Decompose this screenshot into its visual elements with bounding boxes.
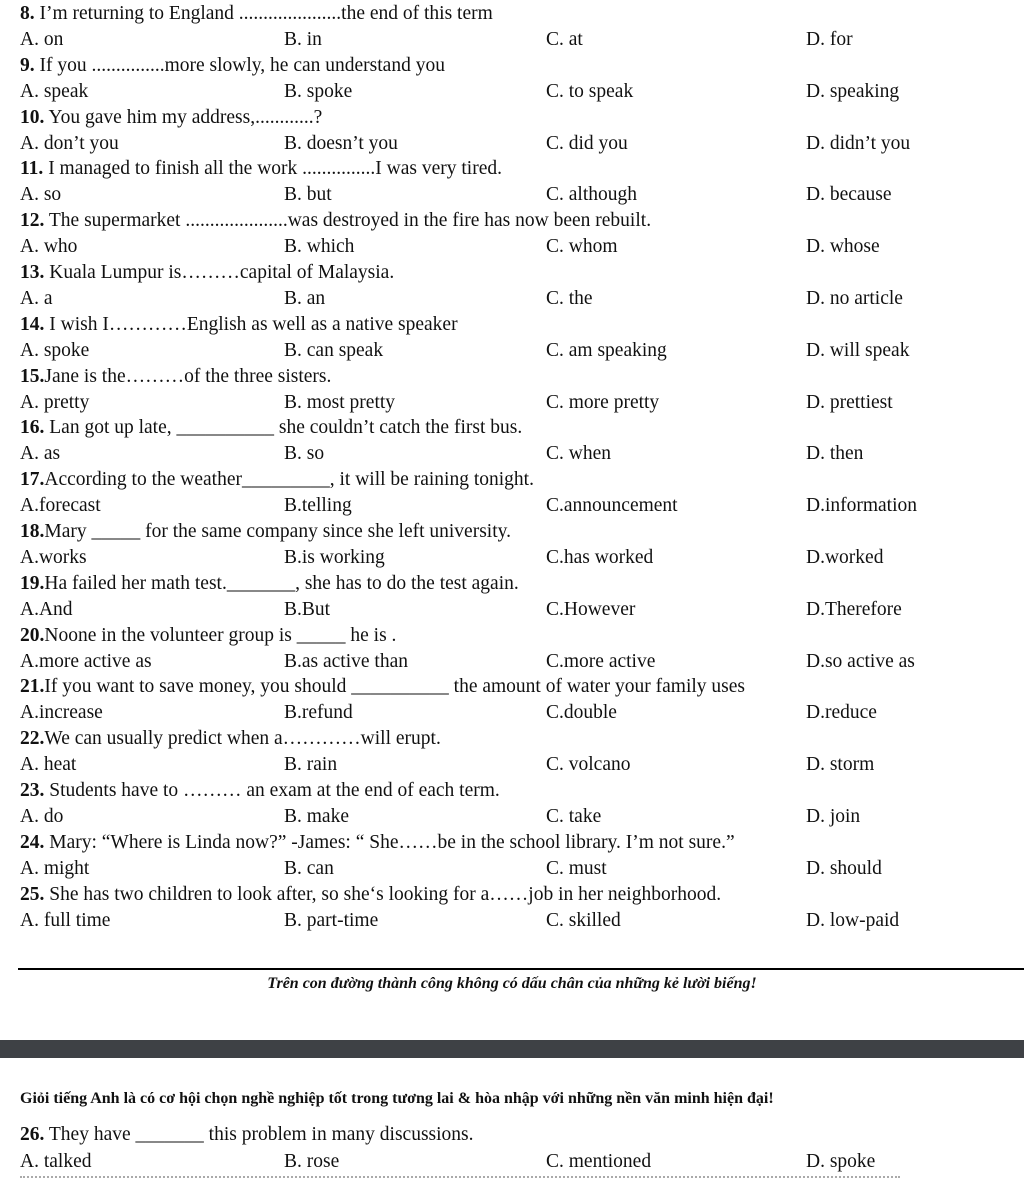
question-text: Students have to ……… an exam at the end of each term. [44,780,500,801]
option-c: C. whom [546,236,618,258]
question-19 [20,572,519,596]
option-d: D. will speak [806,339,910,361]
option-b: B.refund [284,702,353,724]
option-d: D.worked [806,546,884,568]
option-a: A. don’t you [20,132,119,154]
option-c: C. volcano [546,754,631,776]
question-text: Mary _____ for the same company since she left university. [44,521,511,542]
question-text: Noone in the volunteer group is _____ he is . [44,624,397,646]
option-c: C. must [546,857,607,879]
option-c: C. when [546,443,611,465]
option-d: D. for [806,28,853,50]
option-b: B. spoke [284,80,353,102]
question-18 [20,520,511,544]
question-13 [20,261,394,285]
question-number: 10. [20,106,45,128]
question-text: You gave him my address,............? [44,106,323,128]
option-c: C. skilled [546,909,621,931]
option-b: B. but [284,184,332,206]
question-21 [20,675,745,699]
option-d: D. didn’t you [806,132,911,154]
option-d: D. because [806,184,892,206]
option-b: B.telling [284,495,352,517]
option-a: A. pretty [20,391,90,413]
option-c: C. to speak [546,80,634,102]
option-a: A. speak [20,80,89,102]
option-b: B. doesn’t you [284,132,398,154]
header-motto: Giỏi tiếng Anh là có cơ hội chọn nghề nghiệp tốt trong tương lai & hòa nhập với những nền văn minh hiện đại! [20,1090,774,1107]
question-number: 16. [20,417,45,439]
option-d: D. storm [806,754,875,776]
option-a: A. as [20,443,61,465]
option-a: A. might [20,857,90,879]
option-b: B. part-time [284,909,379,931]
option-a: A.And [20,598,73,620]
option-c: C. did you [546,132,628,154]
option-c: C. although [546,184,637,206]
question-number: 15. [20,365,45,387]
option-a: A. spoke [20,339,90,361]
option-b: B. so [284,443,325,465]
option-d: D. speaking [806,80,900,102]
option-a: A.works [20,546,87,568]
option-a: A. who [20,236,78,258]
question-text: The supermarket .....................was destroyed in the fire has now been rebuilt. [44,210,652,232]
question-23 [20,779,500,803]
option-c: C.announcement [546,495,678,517]
option-d: D. then [806,443,864,465]
option-c: C. take [546,805,602,827]
question-text: We can usually predict when a…………will erupt. [44,728,441,750]
option-a: A. talked [20,1151,92,1172]
question-number: 24. [20,831,45,853]
question-text: Mary: “Where is Linda now?” -James: “ She……be in the school library. I’m not sure.” [44,831,735,853]
option-b: B. an [284,287,326,309]
question-number: 20. [20,624,45,646]
question-number: 26. [20,1124,45,1145]
question-text: I’m returning to England .....................the end of this term [34,3,493,24]
option-d: D.Therefore [806,598,902,620]
option-c: C. mentioned [546,1151,652,1172]
question-number: 8. [20,3,35,24]
question-15 [20,365,331,389]
option-b: B. make [284,805,349,827]
option-a: A. do [20,805,64,827]
question-text: If you ...............more slowly, he can understand you [34,54,445,76]
option-a: A.increase [20,702,103,724]
option-c: C. at [546,28,583,50]
option-b: B. which [284,236,355,258]
option-c: C. the [546,287,593,309]
option-a: A. so [20,184,62,206]
option-a: A.more active as [20,650,152,672]
question-22 [20,727,441,751]
question-number: 19. [20,572,45,594]
question-17 [20,468,534,492]
question-text: They have _______ this problem in many discussions. [44,1124,474,1145]
option-d: D. spoke [806,1151,876,1172]
option-b: B. can speak [284,339,384,361]
question-number: 21. [20,676,45,698]
question-20 [20,624,396,648]
question-text: Kuala Lumpur is………capital of Malaysia. [44,262,395,283]
question-24 [20,831,735,855]
question-number: 11. [20,158,44,180]
question-number: 14. [20,313,45,335]
option-c: C. am speaking [546,339,667,361]
option-b: B. rain [284,754,338,776]
question-10 [20,106,322,130]
option-d: D. join [806,805,861,827]
option-b: B.as active than [284,650,408,672]
option-b: B.But [284,598,331,620]
question-text: She has two children to look after, so she‘s looking for a……job in her neighborhood. [44,883,722,905]
option-c: C.has worked [546,546,654,568]
option-a: A. heat [20,754,77,776]
question-8 [20,2,493,26]
option-d: D.reduce [806,702,877,724]
option-c: C.double [546,702,617,724]
option-d: D. prettiest [806,391,893,413]
question-25 [20,883,721,907]
question-14 [20,313,458,337]
option-a: A. a [20,287,53,309]
option-b: B. can [284,857,334,879]
option-b: B. rose [284,1151,340,1172]
question-number: 12. [20,210,45,232]
option-b: B. most pretty [284,391,396,413]
option-d: D. should [806,857,882,879]
question-text: Jane is the………of the three sisters. [44,365,332,387]
page-divider-line [18,968,1024,970]
option-c: C. more pretty [546,391,660,413]
question-11 [20,157,502,181]
option-a: A. on [20,28,64,50]
option-a: A. full time [20,909,111,931]
option-d: D.so active as [806,650,915,672]
cut-off-next-line [20,1176,900,1182]
option-c: C.more active [546,650,656,672]
question-text: Ha failed her math test._______, she has to do the test again. [44,572,519,594]
question-text: I wish I…………English as well as a native speaker [44,313,458,335]
option-d: D. low-paid [806,909,900,931]
option-d: D. whose [806,236,880,258]
question-26 [20,1123,474,1147]
question-16 [20,416,522,440]
question-number: 18. [20,521,45,542]
option-b: B. in [284,28,322,50]
question-text: According to the weather_________, it will be raining tonight. [44,469,534,491]
option-c: C.However [546,598,636,620]
question-text: If you want to save money, you should __________ the amount of water your family uses [44,676,745,698]
option-d: D.information [806,495,918,517]
option-b: B.is working [284,546,385,568]
question-number: 9. [20,54,35,76]
question-9 [20,54,445,78]
option-a: A.forecast [20,495,101,517]
option-d: D. no article [806,287,903,309]
question-number: 13. [20,262,45,283]
footer-motto: Trên con đường thành công không có dấu chân của những kẻ lười biếng! [267,975,757,992]
page-break-bar [0,1040,1024,1058]
question-number: 23. [20,780,45,801]
question-number: 17. [20,469,45,491]
question-12 [20,209,651,233]
question-number: 25. [20,883,45,905]
question-text: Lan got up late, __________ she couldn’t catch the first bus. [44,417,523,439]
question-text: I managed to finish all the work ...............I was very tired. [43,158,502,180]
question-number: 22. [20,728,45,750]
